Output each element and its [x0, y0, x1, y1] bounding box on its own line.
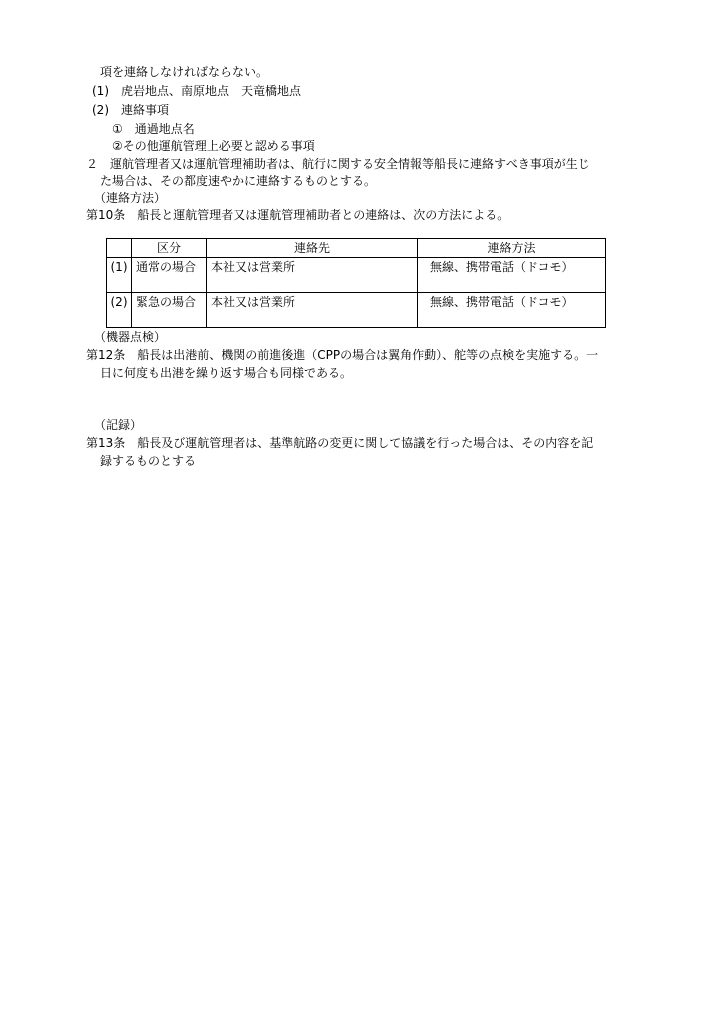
article-line: 日に何度も出港を繰り返す場合も同様である。 [100, 366, 353, 380]
contact-method-table [106, 238, 606, 328]
section-heading: （機器点検） [94, 330, 167, 344]
table-cell: 無線、携帯電話（ドコモ） [418, 258, 606, 293]
list-item: (1) 虎岩地点、南原地点 天竜橋地点 [92, 84, 301, 98]
table-header-cell: 連絡方法 [418, 239, 606, 258]
article-line: 第10条 船長と運航管理者又は運航管理補助者との連絡は、次の方法による。 [86, 208, 510, 222]
table-cell: (2) [107, 293, 132, 328]
table-header-row [107, 239, 606, 258]
sub-list-item: ②その他運航管理上必要と認める事項 [112, 139, 315, 153]
section-heading: （連絡方法） [94, 191, 167, 205]
article-line: 第12条 船長は出港前、機関の前進後進（CPPの場合は翼角作動）、舵等の点検を実施する。一 [86, 348, 599, 362]
paragraph-line: た場合は、その都度速やかに連絡するものとする。 [100, 174, 377, 188]
paragraph-line: ２ 運航管理者又は運航管理補助者は、航行に関する安全情報等船長に連絡すべき事項が生じ [86, 157, 590, 171]
table-header-cell: 連絡先 [207, 239, 418, 258]
sub-list-item: ① 通過地点名 [112, 122, 195, 136]
table-cell: 本社又は営業所 [207, 293, 418, 328]
table-row [107, 293, 606, 328]
article-line: 第13条 船長及び運航管理者は、基準航路の変更に関して協議を行った場合は、その内容を記 [86, 436, 594, 450]
text-line: 項を連絡しなければならない。 [100, 65, 269, 79]
table-cell: 緊急の場合 [132, 293, 207, 328]
table-header-cell: 区分 [132, 239, 207, 258]
table-row [107, 258, 606, 293]
list-item: (2) 連絡事項 [92, 103, 169, 117]
table-cell: 無線、携帯電話（ドコモ） [418, 293, 606, 328]
section-heading: （記録） [94, 418, 143, 432]
table-cell: (1) [107, 258, 132, 293]
table-cell: 通常の場合 [132, 258, 207, 293]
table-header-cell [107, 239, 132, 258]
table-cell: 本社又は営業所 [207, 258, 418, 293]
article-line: 録するものとする [100, 454, 197, 468]
